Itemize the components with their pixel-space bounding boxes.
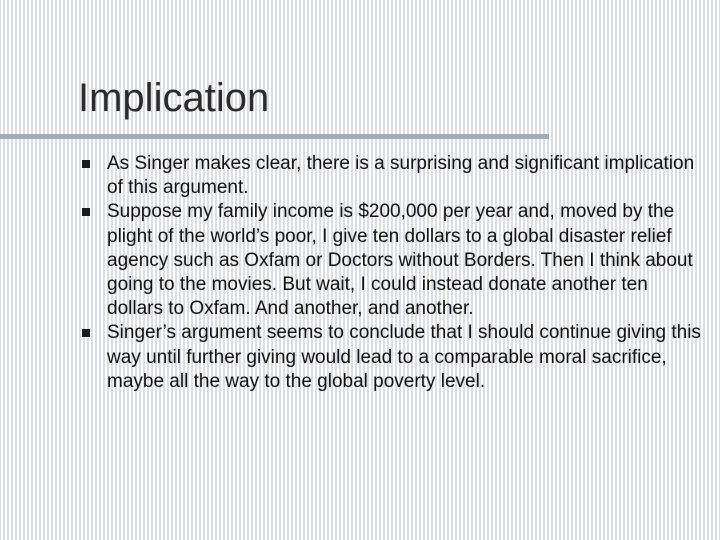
- square-bullet-icon: [82, 329, 90, 337]
- bullet-item: [78, 152, 708, 200]
- slide-title: Implication: [78, 76, 270, 120]
- bullet-text: As Singer makes clear, there is a surprising and significant implication of this argument.: [107, 153, 695, 199]
- bullet-text: Suppose my family income is $200,000 per year and, moved by the plight of the world’s poor, I give ten dollars to a global disaster relief agency such as Oxfam or Doctors without Borders. Then I think about going to the movies. But wait, I could instead donate another ten dollars to Oxfam. And another, and another.: [107, 201, 693, 320]
- bullet-text: Singer’s argument seems to conclude that I should continue giving this way until further giving would lead to a comparable moral sacrifice, maybe all the way to the global poverty level.: [107, 322, 701, 392]
- bullet-list: [78, 152, 708, 394]
- bullet-item: [78, 321, 708, 394]
- square-bullet-icon: [82, 208, 90, 216]
- square-bullet-icon: [82, 160, 90, 168]
- bullet-item: [78, 200, 708, 321]
- title-underline: [0, 134, 549, 139]
